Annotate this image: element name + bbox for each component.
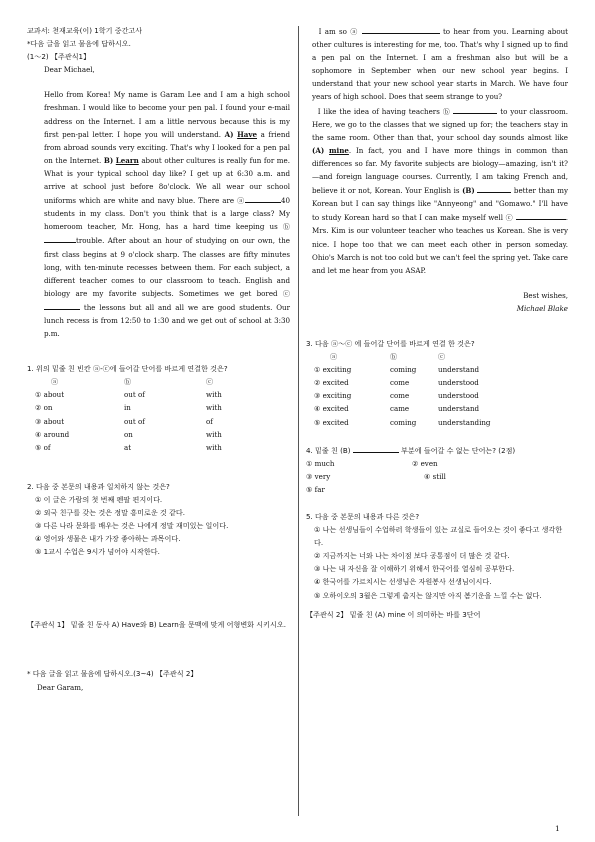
option-row[interactable]: ④ around on with: [35, 429, 222, 439]
subjective-1: 【주관식 1】 밑줄 친 동사 A) Have와 B) Learn을 문맥에 맞게 어형변화 시키시오.: [27, 620, 286, 630]
letter-text: the lessons but all and all we are good students. Our lunch recess is from 12:50 to 1:30 and we get out of school at 3:30 p.m.: [44, 302, 290, 339]
letter-2: [312, 24, 568, 315]
col-header-b: ⓑ: [390, 352, 398, 362]
option-row[interactable]: ⑤ of at with: [35, 442, 222, 452]
option-row[interactable]: ① about out of with: [35, 390, 222, 400]
blank-b: [353, 443, 399, 453]
option[interactable]: ④ 영어와 생물은 내가 가장 좋아하는 과목이다.: [35, 534, 181, 544]
question-5-stem: 5. 다음 중 본문의 내용과 다른 것은?: [306, 512, 420, 521]
blank-b-label: ⓑ: [442, 106, 451, 116]
letter-2-paragraph-2: [312, 104, 568, 277]
blank-c-label: ⓒ: [505, 213, 514, 223]
underlined-mine: mine: [329, 145, 349, 155]
underlined-have: Have: [237, 129, 258, 139]
option[interactable]: ⑤ 오하이오의 3월은 그렇게 춥지는 않지만 아직 봄기운을 느낄 수는 없다.: [314, 590, 542, 600]
question-2-options: [27, 493, 290, 558]
letter-text: trouble. After about an hour of studying on our own, the first class begins at 9 o'clock sharp. The classes are fifty minutes long, with ten-minute recesses between them. For each subject, a different teacher comes to our classroom to teach. English and biology are my favorite subjects. Sometimes we get bored: [44, 236, 290, 298]
page-number: 1: [555, 824, 560, 833]
option-row[interactable]: ① exciting coming understand: [314, 365, 480, 375]
blank-a: [245, 193, 281, 203]
column-divider: [298, 26, 299, 816]
option-row[interactable]: ① much ② even: [306, 458, 438, 468]
option-row[interactable]: ② excited come understood: [314, 378, 479, 388]
blank-b-label: ⓑ: [282, 222, 290, 232]
col-header-a: ⓐ: [330, 352, 338, 362]
letter-text: . In fact, you and I have more things in common than differences so far. My favorite subjects are biology—amazing, isn't it?—and foreign language courses. Currently, I am taking French and, believe it or not, Korean. Your English is: [312, 145, 568, 196]
letter-greeting: Dear Michael,: [44, 65, 95, 75]
col-header-c: ⓒ: [438, 352, 446, 362]
letter-text: Hello from Korea! My name is Garam Lee and I am a high school freshman. I would like to become your pen pal. I found your e-mail address on the Internet. I am a little nervous because this is my first pen-pal letter. I hope you will understand.: [44, 90, 290, 139]
option-row[interactable]: ③ about out of of: [35, 416, 213, 426]
letter-text: . Mrs. Kim is our volunteer teacher who teaches us Korean. She is very nice. I hope too that we can meet each other in person someday. Ohio's March is not too cold but we can't feel the spring yet. Take care and let me hear from you ASAP.: [312, 213, 568, 275]
right-column: [306, 24, 568, 621]
letter-text: I am so: [318, 27, 347, 36]
col-header-a: ⓐ: [51, 377, 59, 387]
option-row[interactable]: ② on in with: [35, 403, 222, 413]
letter-text: a friend from abroad sounds very exciting. That's why I looked for a pen pal on the Internet.: [44, 129, 290, 165]
label-b: (B): [462, 186, 475, 196]
blank-b: [453, 104, 497, 114]
question-1-stem: 1. 위의 밑줄 친 빈칸 ⓐ-ⓒ에 들어갈 단어를 바르게 연결한 것은?: [27, 364, 228, 374]
blank-b: [44, 233, 76, 243]
section-2-instruction: * 다음 글을 읽고 물음에 답하시오.(3~4) 【주관식 2】: [27, 669, 198, 679]
question-3-stem: 3. 다음 ⓐ～ⓒ 에 들어갈 단어를 바르게 연결 한 것은?: [306, 338, 475, 348]
exam-title: 교과서: 천재교육(이) 1학기 중간고사: [27, 26, 143, 35]
label-a: A): [224, 129, 234, 139]
letter-2-greeting: Dear Garam,: [37, 682, 84, 692]
blank-c: [516, 210, 566, 220]
closing: Best wishes,: [523, 290, 568, 300]
option[interactable]: ② 외국 친구를 갖는 것은 정말 흥미로운 것 같다.: [35, 508, 185, 517]
option[interactable]: ⑤ 1교시 수업은 9시가 넘어야 시작한다.: [35, 547, 160, 557]
signature-name: Michael Blake: [516, 303, 568, 313]
col-header-b: ⓑ: [124, 377, 132, 387]
subjective-2: 【주관식 2】 밑줄 친 (A) mine 이 의미하는 바를 3단어: [306, 609, 481, 619]
label-a: (A): [312, 145, 325, 155]
letter-text: about other cultures is really fun for me. What is your typical school day like? I get up at 6:30 a.m. and arrive at school just before 8o'clock. We all wear our school uniforms which are white and navy blue. There are: [44, 155, 290, 206]
option[interactable]: ③ 나는 내 자신을 잘 이해하기 위해서 한국어를 열심히 공부한다.: [314, 564, 515, 574]
letter-body: [44, 88, 290, 340]
option-row[interactable]: ③ exciting come understood: [314, 391, 479, 401]
letter-1: [44, 63, 290, 340]
question-5-options: [306, 523, 568, 602]
option[interactable]: ① 이 글은 가람의 첫 번째 펜팔 편지이다.: [35, 494, 163, 504]
q4-stem-a: 4. 밑줄 친 (B): [306, 445, 351, 455]
blank-a-label: ⓐ: [237, 196, 245, 206]
letter-text: to hear from you. Learning about other cultures is interesting for me, too. That's why I signed up to find a pen pal on the Internet. I am a freshman also but will be a sophomore in September when our new school year begins. I understand that your new school year starts in March. We have four years of high school. Does that seem strange to you?: [312, 27, 569, 102]
label-b: B): [103, 155, 114, 165]
letter-text: better than my Korean but I can say things like "Annyeong" and "Gomawo." I'll have to study Korean hard so that I can make myself well: [312, 186, 569, 223]
left-column: [27, 24, 290, 694]
blank-a-label: ⓐ: [350, 27, 359, 36]
question-2-stem: 2. 다음 중 본문의 내용과 일치하지 않는 것은?: [27, 481, 170, 491]
option-row[interactable]: ③ very ④ still: [306, 471, 446, 481]
question-3-options: [314, 350, 490, 429]
letter-text: I like the idea of having teachers: [317, 106, 440, 116]
option[interactable]: ③ 다른 나라 문화를 배우는 것은 나에게 정말 재미있는 일이다.: [35, 521, 229, 531]
blank-c-label: ⓒ: [282, 288, 290, 298]
signature: [312, 302, 568, 315]
underlined-learn: Learn: [115, 155, 139, 165]
option[interactable]: ② 지금까지는 너와 나는 차이점 보다 공통점이 더 많은 것 같다.: [314, 551, 510, 561]
question-4-stem: [306, 443, 568, 457]
blank-c: [44, 300, 80, 310]
letter-text: 40 students in my class. Don't you think that is a large class? My homeroom teacher, Mr. Hong, has a hard time keeping us: [44, 196, 291, 232]
question-4-options: [306, 457, 446, 496]
instruction: *다음 글을 읽고 물음에 답하시오.: [27, 39, 131, 49]
col-header-c: ⓒ: [206, 377, 214, 387]
question-range: (1～2) 【주관식1】: [27, 52, 91, 62]
blank-b-2: [477, 183, 511, 193]
option-row[interactable]: ⑤ excited coming understanding: [314, 417, 491, 427]
option[interactable]: ④ 한국어를 가르치시는 선생님은 자원봉사 선생님이시다.: [314, 577, 492, 587]
letter-text: to your classroom. Here, we go to the classes that we signed up for; the teachers stay in the same room. Other than that, your school day sounds almost like: [312, 106, 569, 142]
option[interactable]: ① 나는 선생님들이 수업하러 학생들이 있는 교실로 들어오는 것이 좋다고 생각한다.: [314, 525, 563, 548]
q4-stem-b: 부분에 들어갈 수 없는 단어는? (2점): [401, 445, 516, 455]
blank-a: [362, 24, 440, 34]
option-row[interactable]: ⑤ far: [306, 484, 325, 494]
question-1-options: [35, 375, 222, 454]
option-row[interactable]: ④ excited came understand: [314, 404, 480, 414]
letter-2-paragraph-1: [312, 24, 568, 104]
